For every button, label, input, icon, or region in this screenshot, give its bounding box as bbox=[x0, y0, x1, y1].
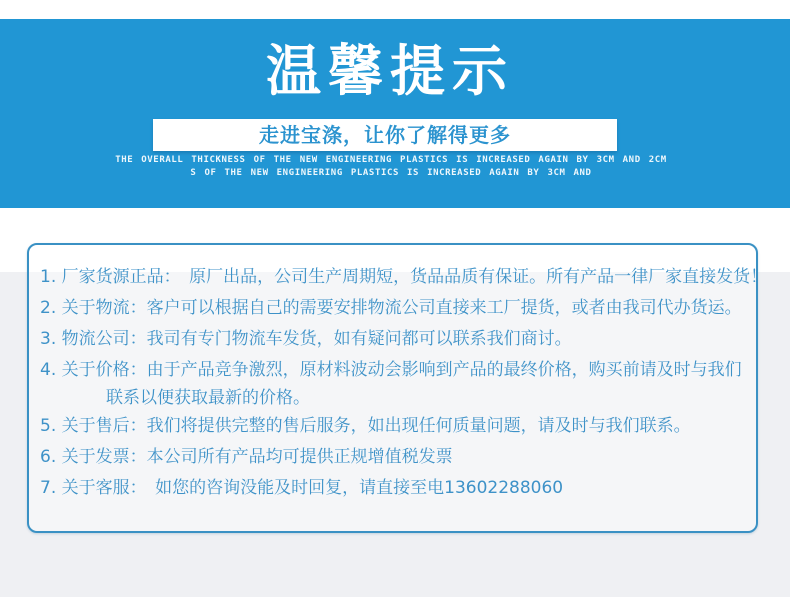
english-tagline bbox=[0, 154, 782, 180]
notice-item-2: 2. 关于物流：客户可以根据自己的需要安排物流公司直接来工厂提货，或者由我司代办货运。 bbox=[40, 298, 742, 318]
top-white-strip bbox=[0, 0, 790, 19]
notice-item-4: 4. 关于价格：由于产品竞争激烈，原材料波动会影响到产品的最终价格，购买前请及时与我们 bbox=[40, 360, 742, 380]
english-tagline-line2: S OF THE NEW ENGINEERING PLASTICS IS INCREASED AGAIN BY 3CM AND bbox=[190, 168, 592, 178]
notice-item-1: 1. 厂家货源正品： 原厂出品，公司生产周期短，货品品质有保证。所有产品一律厂家直接发货！ bbox=[40, 267, 768, 287]
notice-item-7: 7. 关于客服： 如您的咨询没能及时回复，请直接至电13602288060 bbox=[40, 478, 564, 498]
subtitle-text: 走进宝涤，让你了解得更多 bbox=[259, 123, 511, 147]
notice-item-5: 5. 关于售后：我们将提供完整的售后服务，如出现任何质量问题，请及时与我们联系。 bbox=[40, 416, 691, 436]
subtitle-banner bbox=[153, 119, 617, 151]
english-tagline-line1: THE OVERALL THICKNESS OF THE NEW ENGINEERING PLASTICS IS INCREASED AGAIN BY 3CM AND 2CM bbox=[115, 155, 667, 165]
notice-item-6: 6. 关于发票：本公司所有产品均可提供正规增值税发票 bbox=[40, 447, 453, 467]
notice-item-3: 3. 物流公司：我司有专门物流车发货，如有疑问都可以联系我们商讨。 bbox=[40, 329, 572, 349]
notice-item-4-wrap: 联系以便获取最新的价格。 bbox=[106, 388, 310, 408]
notice-list bbox=[40, 262, 768, 504]
page-title: 温馨提示 bbox=[265, 39, 514, 103]
